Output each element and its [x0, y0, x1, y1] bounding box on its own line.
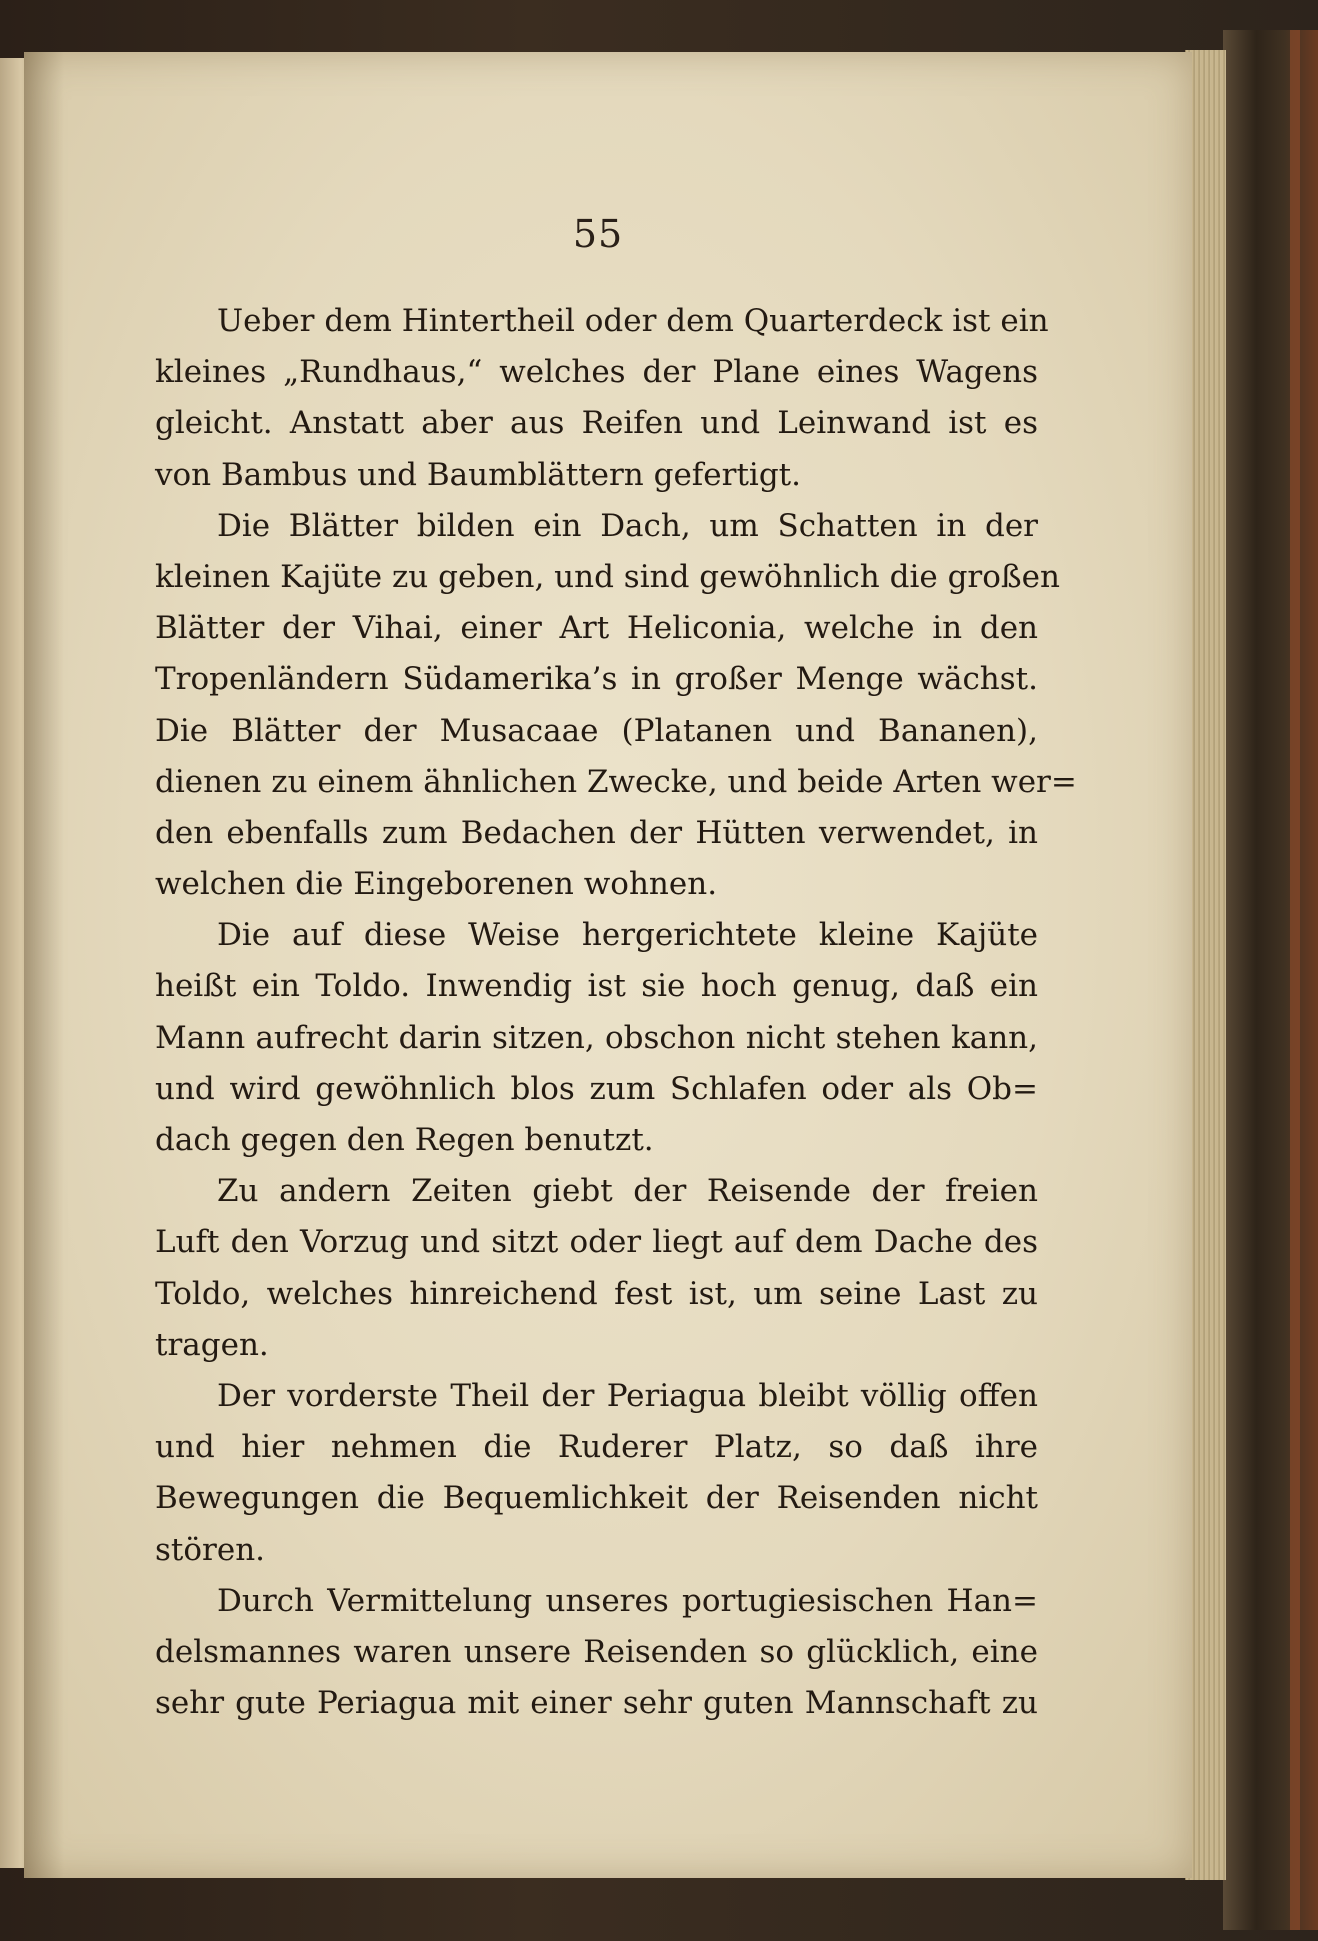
page-number: 55 [572, 212, 624, 256]
text-line: Die Blätter bilden ein Dach, um Schatten in der [217, 507, 1038, 544]
text-line: delsmannes waren unsere Reisenden so glücklich, eine [155, 1633, 1038, 1670]
text-line: dienen zu einem ähnlichen Zwecke, und beide Arten wer= [155, 763, 1077, 800]
text-line: Toldo, welches hinreichend fest ist, um seine Last zu [155, 1275, 1038, 1312]
text-line: sehr gute Periagua mit einer sehr guten Mannschaft zu [155, 1685, 1038, 1722]
book-spine-edge [1223, 30, 1318, 1930]
text-line: Blätter der Vihai, einer Art Heliconia, welche in den [155, 610, 1038, 647]
gutter-shadow [24, 52, 64, 1878]
text-line: kleines „Rundhaus,“ welches der Plane eines Wagens [155, 354, 1038, 391]
text-line: und wird gewöhnlich blos zum Schlafen oder als Ob= [155, 1070, 1038, 1107]
text-line: kleinen Kajüte zu geben, und sind gewöhnlich die großen [155, 558, 1060, 595]
text-line: von Bambus und Baumblättern gefertigt. [155, 456, 801, 493]
page-text [155, 296, 1077, 1729]
text-line: Ueber dem Hintertheil oder dem Quarterdeck ist ein [217, 303, 1049, 339]
text-line: Durch Vermittelung unseres portugiesischen Han= [217, 1582, 1038, 1619]
text-line: gleicht. Anstatt aber aus Reifen und Leinwand ist es [155, 405, 1038, 442]
text-line: Tropenländern Südamerika’s in großer Menge wächst. [155, 661, 1038, 698]
text-line: Die auf diese Weise hergerichtete kleine Kajüte [217, 917, 1038, 954]
text-line: heißt ein Toldo. Inwendig ist sie hoch genug, daß ein [155, 968, 1038, 1005]
book-page [24, 52, 1192, 1878]
text-line: und hier nehmen die Ruderer Platz, so daß ihre [155, 1429, 1038, 1466]
text-line: stören. [155, 1531, 266, 1568]
text-line: Mann aufrecht darin sitzen, obschon nicht stehen kann, [155, 1019, 1038, 1056]
text-line: Bewegungen die Bequemlichkeit der Reisenden nicht [155, 1480, 1038, 1517]
text-line: Zu andern Zeiten giebt der Reisende der freien [217, 1173, 1038, 1210]
text-line: den ebenfalls zum Bedachen der Hütten verwendet, in [155, 814, 1038, 851]
text-line: tragen. [155, 1326, 269, 1363]
text-line: dach gegen den Regen benutzt. [155, 1122, 654, 1158]
text-line: Die Blätter der Musacaae (Platanen und Bananen), [155, 712, 1038, 749]
text-line: Luft den Vorzug und sitzt oder liegt auf dem Dache des [155, 1224, 1038, 1261]
text-line: Der vorderste Theil der Periagua bleibt völlig offen [217, 1377, 1038, 1414]
leather-edge-highlight [1290, 30, 1300, 1930]
text-line: welchen die Eingeborenen wohnen. [155, 866, 718, 903]
